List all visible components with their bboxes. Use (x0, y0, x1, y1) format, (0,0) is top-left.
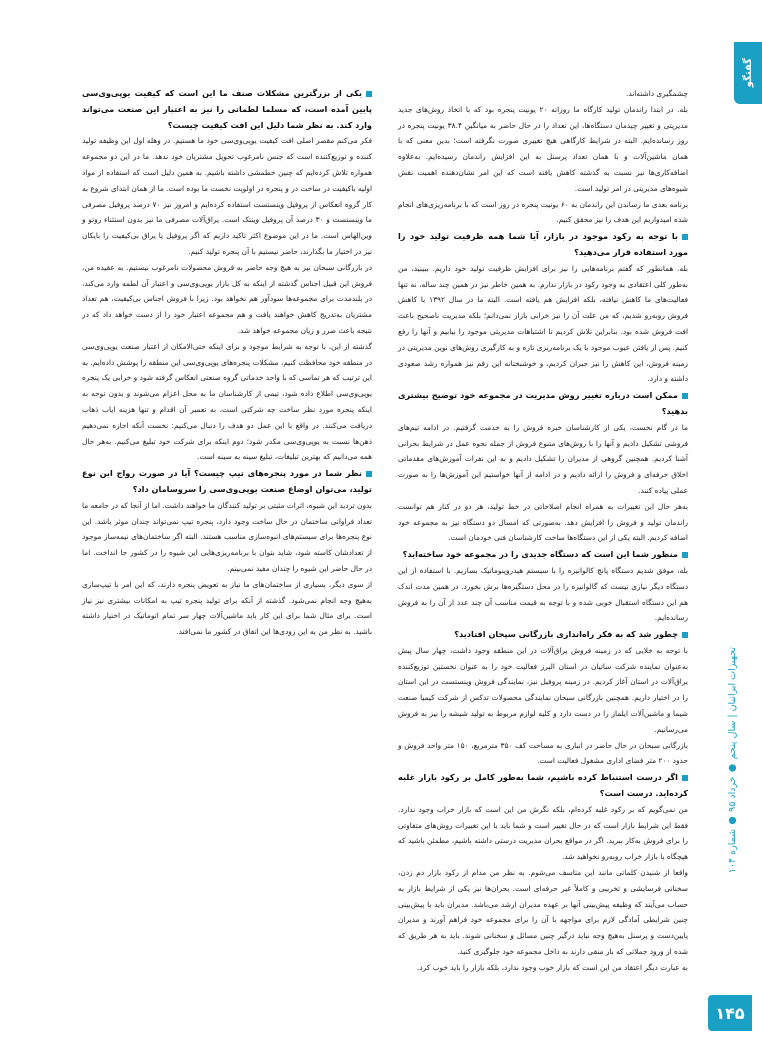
section-label: گفتگو (742, 58, 754, 88)
running-head-text: تجهیزات ایرانیان | سال پنجم ● خرداد ۹۵ ● شماره ۱۰۴ (726, 646, 738, 874)
answer-paragraph: من نمی‌گویم که بر رکود غلبه کرده‌ام، بلکه نگرش من این است که بازار خراب وجود ندارد. فقط این شرایط بازار است که در حال تغییر است و شما باید با این تغییرات روش‌های متفاوتی را برای فروش به‌کار ببرید. اگر در مواقع بحران مدیریت درستی داشته باشیم، مطمئن باشید که هیچگاه با بازار خراب روبه‌رو نخواهید شد. (398, 804, 688, 862)
interview-question: اگر درست استنباط کرده باشیم، شما به‌طور کامل بر رکود بازار غلبه کرده‌اید. درست است؟ (398, 770, 688, 802)
answer-paragraph: به عبارت دیگر اعتقاد من این است که بازار خوب وجود ندارد، بلکه بازار را باید خوب کرد. (417, 962, 688, 972)
answer-paragraph: با توجه به خلایی که در زمینه فروش یراق‌آلات در این منطقه وجود داشت، چهار سال پیش به‌عنوان نماینده شرکت ساتیان در استان البرز فعالیت خود را به عنوان نخستین توزیع‌کننده یراق‌آلات در استان آغاز کردیم. در زمینه پروفیل نیز، نمایندگی فروش وینستست در این استان را در اختیار داریم. همچنین بازرگانی سبحان نمایندگی محصولات تدکس از شرکت کیمیا صنعت شیما و ماشین‌آلات ایلماز را در دست دارد و کلیه لوازم مربوط به تولید شیشه را نیز به فروش می‌رسانیم. (398, 645, 688, 734)
article-body (82, 86, 688, 986)
answer-paragraph: بدون تردید این شیوه، اثرات مثبتی بر تولید کنندگان ما خواهند داشت. اما از آنجا که در جامعه ما تعداد فراوانی ساختمان در حال ساخت وجود دارد، پنجره تیپ نمی‌تواند چندان موثر باشد. این نوع پنجره‌ها برای سیستم‌های انبوه‌سازی مناسب هستند. البته اگر ساختمان‌های نیمه‌ساز موجود از تعدادشان کاسته شود، شاید بتوان با برنامه‌ریزی‌هایی این شیوه را در کشور جا انداخت. اما در حال حاضر این شیوه را چندان مفید نمی‌بینم. (82, 500, 372, 573)
interview-question: با توجه به رکود موجود در بازار، آیا شما همه ظرفیت تولید خود را مورد استفاده قرار می‌دهید؟ (398, 229, 688, 261)
answer-paragraph: فکر می‌کنم مقصر اصلی افت کیفیت یوپی‌وی‌سی خود ما هستیم. در وهله اول این وظیفه تولید کننده و توزیع‌کننده است که جنس نامرغوب تحویل مشتریان خود ندهد. ما در این دو مجموعه همواره تلاش کرده‌ایم که چنین خطمشی داشته باشیم. به همین دلیل است که استفاده از مواد اولیه باکیفیت در ساخت در و پنجره در اولویت نخست ما بوده است. ما از همان ابتدای شروع به کار گروه انعکاس از پروفیل وینستست استفاده کرده‌ایم و امروز نیز ۷۰ درصد پروفیل مصرفی ما وینستست و ۳۰ درصد آن پروفیل وینتک است. یراق‌آلات مصرفی ما نیز بدون استثناء روتو و وین‌الهاس است. ما در این موضوع اکثر تاکید داریم که اگر پروفیل یا یراق بی‌کیفیت را بایکان نیز در اختیار ما بگذارند، حاضر نیستیم با آن پنجره تولید کنیم. (82, 136, 373, 256)
interview-question: نظر شما در مورد پنجره‌های تیپ چیست؟ آیا در صورت رواج این نوع تولید، می‌توان اوضاع صنعت یوپی‌وی‌سی را سروسامان داد؟ (82, 466, 372, 498)
answer-paragraph: گذشته از این، با توجه به شرایط موجود و برای اینکه حتی‌الامکان از اعتبار صنعت یوپی‌وی‌سی در منطقه خود محافظت کنیم، مشکلات پنجره‌های یوپی‌وی‌سی این منطقه را پوشش داده‌ایم. به این ترتیب که هر تماسی که با واحد خدماتی گروه صنعتی انعکاس گرفته شود و خرابی یک پنجره یوپی‌وی‌سی اطلاع داده شود، تیمی از کارشناسان ما به محل اعزام می‌شوند و بدون توجه به اینکه پنجره مورد نظر ساخت چه شرکتی است، به تعمیر آن اقدام و تنها هزینه ایاب ذهاب دریافت می‌کنند. در واقع با این عمل دو هدف را دنبال می‌کنیم: نخست آنکه اجازه نمی‌دهیم ذهن‌ها نسبت به یوپی‌وی‌سی مکدر شود؛ دوم اینکه برای شرکت خود تبلیغ می‌کنیم. به‌هر حال همه می‌دانیم که بهترین تبلیغات، تبلیغ سینه به سینه است. (82, 341, 372, 462)
answer-paragraph: بازرگانی سبحان در حال حاضر در انباری به مساحت کف ۳۵۰ مترمربع، ۱۵۰ متر واحد فروش و حدود ۲۰۰ متر فضای اداری مشغول فعالیت است. (398, 740, 688, 766)
running-head (720, 540, 744, 980)
interview-question: چطور شد که به فکر راه‌اندازی بازرگانی سپحان افتادید؟ (398, 627, 688, 643)
answer-paragraph: بله. همانطور که گفتم برنامه‌هایی را نیز برای افزایش ظرفیت تولید خود داریم. ببینید، من به‌طور کلی اعتقادی به وجود رکود در بازار ندارم. به همین خاطر نیز در همین چند ساله، نه تنها فعالیت‌های ما کاهش نیافته، بلکه افزایش هم یافته است. البته ما در سال ۱۳۹۲ با کاهش فروش روبه‌رو شدیم، که من علت آن را نیز خرابی بازار نمی‌دانم؛ بلکه مدیریت ناصحیح باعث افت فروش شده بود. بنابراین تلاش کردیم تا اشتباهات مدیریتی موجود را بیابیم و آنها را رفع کنیم. پس از یافتن عیوب موجود با یک برنامه‌ریزی تازه و به کارگیری روش‌های نوین مدیریتی در زمینه فروش، این کاهش را نیز جبران کردیم، و خوشبختانه این رقم نیز همواره رشد صعودی داشته و دارد. (398, 263, 688, 384)
answer-paragraph: بله، موفق شدیم دستگاه پانچ کالوانیزه را با سیستم هیدروپنوماتیک بسازیم. با استفاده از این دستگاه دیگر نیازی نیست که گالوانیزه را در محل دستگیره‌ها برش بخورد. در همین مدت اندک هم این دستگاه استقبال خوبی شده و با توجه به قیمت مناسب آن چند عدد از آن را به فروش رسانده‌ایم. (398, 565, 688, 623)
answer-paragraph: واقعا از شنیدن کلماتی مانند این متاسف می‌شوم. به نظر من مدام از رکود بازار دم زدن، سخنانی فرسایشی و تخریبی و کاملاً غیر حرفه‌ای است. بحران‌ها نیز یکی از شرایط بازار به حساب می‌آیند که وظیفه پیش‌بینی آنها بر عهده مدیران ارشد می‌باشد. مدیران باید با پیش‌بینی چنین شرایطی آمادگی لازم برای مواجهه با آن را برای مجموعه خود فراهم آورند و مدیران پایین‌دست و پرسنل به‌هیچ وجه نباید درگیر چنین مسائل و سخنانی شوند. باید به هر طریق که شده از ورود جملاتی که بار منفی دارند به داخل مجموعه خود جلوگیری کنید. (398, 868, 688, 957)
answer-paragraph: از سوی دیگر، بسیاری از ساختمان‌های ما نیاز به تعویض پنجره دارند، که این امر با تیپ‌سازی به‌هیچ وجه انجام نمی‌شود. گذشته از آنکه برای تولید پنجره تیپ به امکانات بیشتری نیز نیاز است. برای مثال شما برای این کار باید ماشین‌آلات چهار سر تمام اتوماتیک در اختیار داشته باشید. به نظر من به این زودی‌ها این اتفاق در کشور ما نمی‌افتد. (82, 579, 372, 637)
answer-paragraph: برنامه بعدی ما رساندن این راندمان به ۶۰ یونیت پنجره در روز است که با برنامه‌ریزی‌های انجام شده امیدواریم این هدف را نیز محقق کنیم. (398, 199, 688, 225)
answer-paragraph: چشمگیری داشته‌اند. (625, 89, 688, 98)
answer-paragraph: در بازرگانی سبحان نیز به هیچ وجه حاضر به فروش محصولات نامرغوب نیستیم. به عقیده من، فروش این قبیل اجناس گذشته از اینکه به کل بازار یوپی‌وی‌سی و اعتبار آن لطمه وارد می‌کند، در بلندمدت برای مجموعه‌ها سودآور هم نخواهد بود. زیرا با فروش اجناس بی‌کیفیت، هم تعداد مشتریان به‌تدریج کاهش خواهند یافت و هم مجموعه اعتبار خود را از دست خواهد داد که در نتیجه باعث ضرر و زیان مجموعه خواهد شد. (82, 262, 372, 335)
answer-paragraph: ما در گام نخست، یکی از کارشناسان خبره فروش را به خدمت گرفتیم. در ادامه تیم‌های فروشی تشکیل دادیم و آنها را با روش‌های متنوع فروش از جمله نحوه عمل در شرایط بحرانی آشنا کردیم. همچنین گروهی از مدیران را تشکیل دادیم و به این نفرات آموزش‌های مقدماتی اخلاق حرفه‌ای و فروش را ارائه دادیم و در ادامه از آنها خواستیم این آموزش‌ها را به صورت عملی پیاده کنند. (398, 422, 688, 495)
section-tab (734, 42, 762, 104)
page-sidebar (704, 0, 762, 1045)
interview-question: منظور شما این است که دستگاه جدیدی را در مجموعه خود ساخته‌اید؟ (398, 547, 688, 563)
interview-question: ممکن است درباره تغییر روش مدیریت در مجموعه خود توضیح بیشتری بدهید؟ (398, 388, 688, 420)
interview-question: یکی از بزرگترین مشکلات صنف ما این است که کیفیت یوپی‌وی‌سی پایین آمده است، که مسلما لطماتی را نیز به اعتبار این صنعت می‌تواند وارد کند. به نظر شما دلیل این افت کیفیت چیست؟ (82, 86, 372, 133)
answer-paragraph: بله. در ابتدا راندمان تولید کارگاه ما روزانه ۲۰ یونیت پنجره بود که با اتخاذ روش‌های جدید مدیریتی و تغییر چیدمان دستگاه‌ها، این تعداد را در حال حاضر به میانگین ۳۸.۴ یونیت پنجره در روز رسانده‌ایم. البته در شرایط کارگاهی هیچ تغییری صورت نگرفته است؛ بدین معنی که با همان ماشین‌آلات و با همان تعداد پرسنل به این افزایش راندمان رسیده‌ایم. به‌علاوه اضافه‌کاری‌ها نیز نسبت به گذشته کاهش یافته است که این امر نشان‌دهنده اهمیت نقش شیوه‌های مدیریتی در امر تولید است. (398, 104, 688, 193)
answer-paragraph: به‌هر حال این تغییرات به همراه انجام اصلاحاتی در خط تولید، هر دو در کنار هم توانست راندمان تولید و فروش را افزایش دهد. به‌صورتی که امسال دو دستگاه نیز به مجموعه خود اضافه کردیم. البته یکی از این دستگاه‌ها ساخت کارشناسان فنی خودمان است. (398, 501, 688, 543)
page-number: ۱۴۵ (708, 995, 752, 1031)
